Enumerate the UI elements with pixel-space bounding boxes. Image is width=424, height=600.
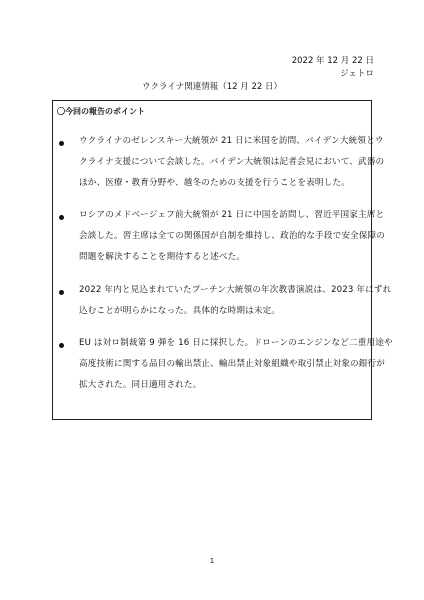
key-point-line: 拡大された。同日適用された。: [79, 380, 202, 390]
key-point-line: 会談した。習主席は全ての関係国が自制を維持し、政治的な手段で安全保障の: [79, 231, 386, 241]
key-point-line: ロシアのメドベージェフ前大統領が 21 日に中国を訪問し、習近平国家主席と: [79, 210, 385, 220]
key-point-line: ほか、医療・教育分野や、越冬のための支援を行うことを表明した。: [79, 178, 350, 188]
key-point-line: クライナ支援について会談した。バイデン大統領は記者会見において、武器の: [79, 157, 385, 167]
key-points-heading: 〇今回の報告のポイント: [57, 107, 145, 116]
page-number: 1: [209, 557, 215, 565]
bullet-icon: [59, 215, 64, 220]
bullet-icon: [59, 141, 64, 146]
organization-name: ジェトロ: [340, 69, 374, 79]
document-title: ウクライナ関連情報（12 月 22 日）: [142, 82, 282, 92]
key-point-line: 込むことが明らかになった。具体的な時期は未定。: [79, 306, 281, 316]
key-point-line: 高度技術に関する品目の輸出禁止、輸出禁止対象組織や取引禁止対象の銀行が: [79, 359, 386, 369]
key-points-box: [52, 100, 393, 420]
key-point-line: 2022 年内と見込まれていたプーチン大統領の年次教書演説は、2023 年にずれ: [79, 285, 392, 295]
key-point-line: EU は対ロ制裁第 9 弾を 16 日に採択した。ドローンのエンジンなど二重用途や: [79, 338, 393, 348]
key-point-line: 問題を解決することを期待すると述べた。: [79, 252, 246, 262]
bullet-icon: [59, 343, 64, 348]
report-date: 2022 年 12 月 22 日: [291, 56, 374, 66]
bullet-icon: [59, 290, 64, 295]
key-point-line: ウクライナのゼレンスキー大統領が 21 日に米国を訪問、バイデン大統領とウ: [79, 136, 384, 146]
